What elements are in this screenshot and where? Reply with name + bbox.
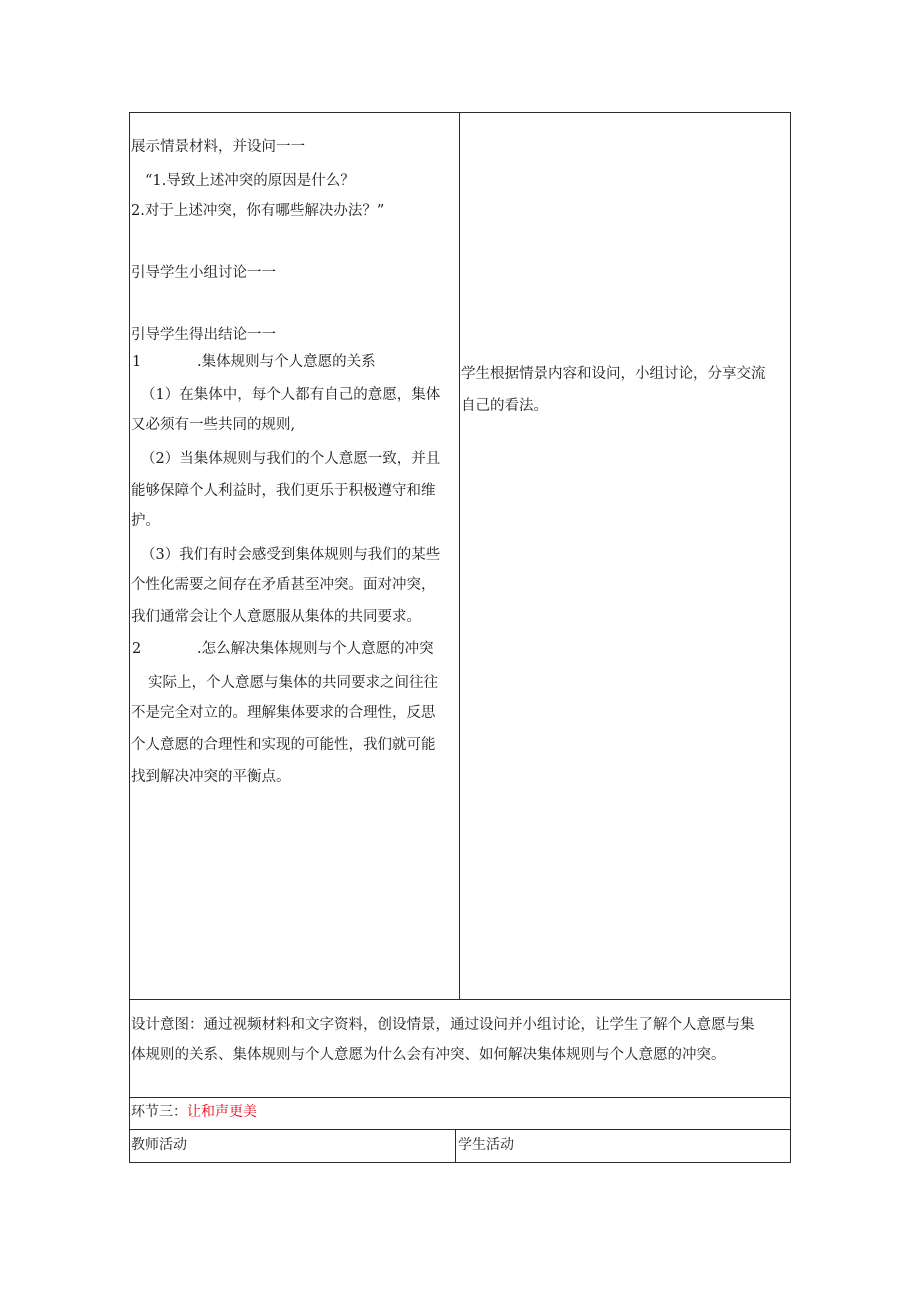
list-heading: .怎么解决集体规则与个人意愿的冲突	[197, 641, 434, 657]
teacher-line: “1.导致上述冲突的原因是什么？	[145, 173, 355, 189]
table-border-right	[790, 112, 791, 1163]
teacher-line: 2.对于上述冲突，你有哪些解决办法？”	[131, 203, 385, 219]
list-heading: .集体规则与个人意愿的关系	[197, 354, 376, 370]
teacher-line: 不是完全对立的。理解集体要求的合理性，反思	[131, 705, 436, 721]
teacher-line: 个性化需要之间存在矛盾甚至冲突。面对冲突，	[131, 577, 436, 593]
design-intent-line: 体规则的关系、集体规则与个人意愿为什么会有冲突、如何解决集体规则与个人意愿的冲突。	[131, 1047, 726, 1063]
teacher-line: 个人意愿的合理性和实现的可能性，我们就可能	[131, 737, 436, 753]
student-line: 学生根据情景内容和设问，小组讨论，分享交流	[461, 366, 766, 382]
section-label	[131, 1102, 257, 1122]
teacher-line: 展示情景材料，并设问一一	[131, 139, 305, 155]
teacher-activity-cell	[131, 112, 457, 999]
teacher-line: 引导学生得出结论一一	[131, 327, 276, 343]
student-header-cell	[458, 1130, 788, 1162]
table-border-left	[129, 112, 130, 1163]
section-title: 让和声更美	[187, 1104, 257, 1120]
student-activity-cell	[461, 112, 789, 999]
student-header: 学生活动	[458, 1137, 514, 1153]
teacher-line: 又必须有一些共同的规则,	[131, 417, 296, 433]
teacher-line: （2）当集体规则与我们的个人意愿一致，并且	[141, 451, 441, 467]
section-prefix: 环节三：	[131, 1104, 187, 1120]
teacher-line: （1）在集体中，每个人都有自己的意愿，集体	[141, 387, 441, 403]
list-number: 1	[132, 354, 142, 370]
teacher-line: 引导学生小组讨论一一	[131, 265, 276, 281]
design-intent-line: 设计意图：通过视频材料和文字资料，创设情景，通过设问并小组讨论，让学生了解个人意愿与集	[131, 1017, 755, 1033]
teacher-header-cell	[131, 1130, 453, 1162]
teacher-line: （3）我们有时会感受到集体规则与我们的某些	[141, 547, 441, 563]
teacher-line: 实际上，个人意愿与集体的共同要求之间往往	[148, 675, 438, 691]
header-column-divider	[455, 1129, 456, 1163]
teacher-line: 能够保障个人利益时，我们更乐于积极遵守和维	[131, 483, 436, 499]
design-intent-cell	[131, 1000, 789, 1097]
teacher-line: 护。	[131, 513, 160, 529]
section-row	[131, 1098, 789, 1129]
student-line: 自己的看法。	[461, 398, 548, 414]
teacher-line: 我们通常会让个人意愿服从集体的共同要求。	[131, 609, 421, 625]
teacher-header: 教师活动	[131, 1137, 187, 1153]
list-number: 2	[132, 641, 142, 657]
table-border-bottom	[129, 1162, 791, 1163]
teacher-line: 找到解决冲突的平衡点。	[131, 769, 291, 785]
column-divider	[459, 112, 460, 999]
